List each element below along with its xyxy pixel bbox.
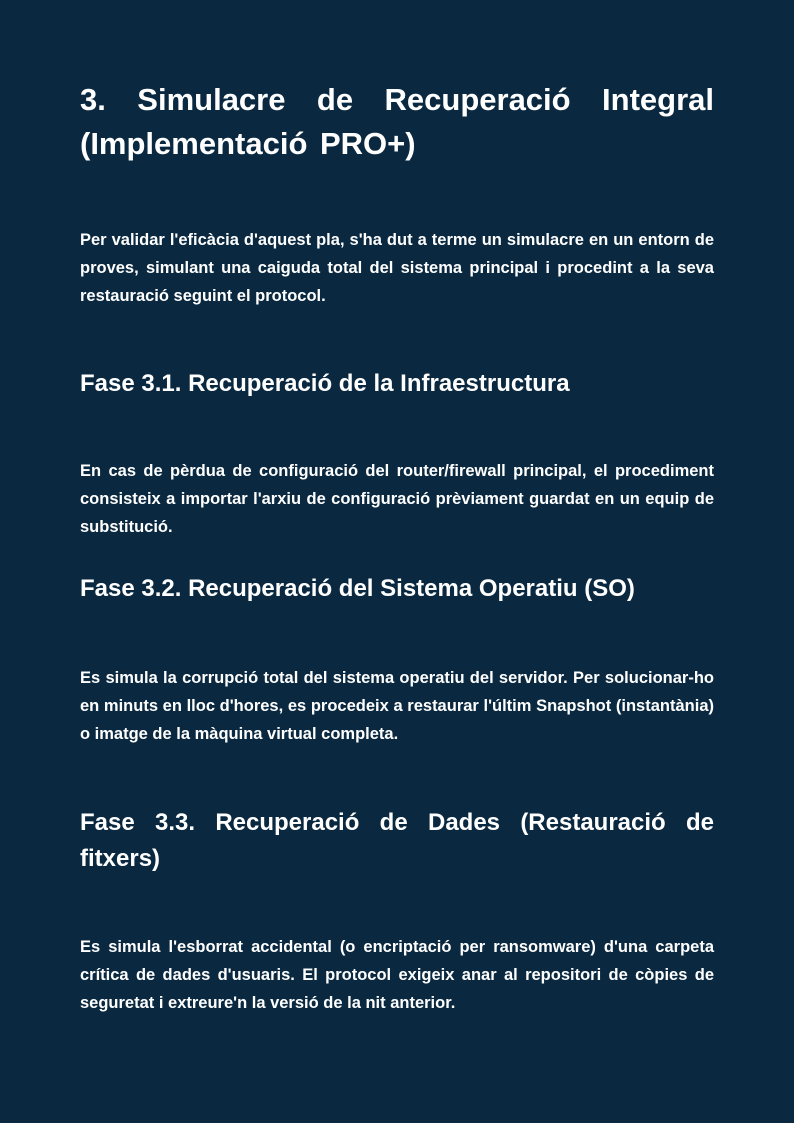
section-body-3-1: En cas de pèrdua de configuració del router/firewall principal, el procediment consisteix a importar l'arxiu de configuració prèviament guardat en un equip de substitució. (80, 462, 714, 536)
section-heading-3-3: Fase 3.3. Recuperació de Dades (Restauració de fitxers) (80, 809, 714, 872)
page-title: 3. Simulacre de Recuperació Integral (Implementació PRO+) (80, 82, 714, 161)
section-body-3-2: Es simula la corrupció total del sistema operatiu del servidor. Per solucionar-ho en minuts en lloc d'hores, es procedeix a restaurar l'últim Snapshot (instantània) o imatge de la màquina virtual completa. (80, 669, 714, 743)
section-heading-3-2: Fase 3.2. Recuperació del Sistema Operatiu (SO) (80, 575, 635, 602)
section-body-3-3: Es simula l'esborrat accidental (o encriptació per ransomware) d'una carpeta crítica de dades d'usuaris. El protocol exigeix anar al repositori de còpies de seguretat i extreure'n la versió de la nit anterior. (80, 938, 714, 1012)
section-heading-3-1: Fase 3.1. Recuperació de la Infraestructura (80, 370, 570, 397)
intro-paragraph: Per validar l'eficàcia d'aquest pla, s'ha dut a terme un simulacre en un entorn de proves, simulant una caiguda total del sistema principal i procedint a la seva restauració seguint el protocol. (80, 231, 714, 305)
